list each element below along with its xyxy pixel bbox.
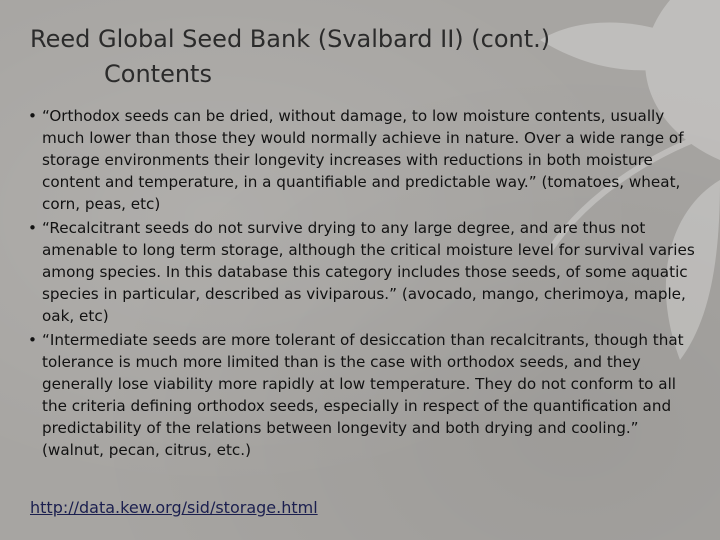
- bullet-marker: •: [28, 331, 37, 349]
- bullet-marker: •: [28, 219, 37, 237]
- bullet-text: “Recalcitrant seeds do not survive drying to any large degree, and are thus not amenable to long term storage, although the critical moisture level for survival varies among species. In this database this category includes those seeds, of some aquatic species in particular, described as viviparous.” (avocado, mango, cherimoya, maple, oak, etc): [42, 219, 695, 325]
- bullet-orthodox: [28, 105, 700, 215]
- bullet-intermediate: [28, 329, 700, 461]
- source-link[interactable]: http://data.kew.org/sid/storage.html: [30, 498, 318, 517]
- bullet-text: “Intermediate seeds are more tolerant of desiccation than recalcitrants, though that tolerance is much more limited than is the case with orthodox seeds, and they generally lose viability more rapidly at low temperature. They do not conform to all the criteria defining orthodox seeds, especially in respect of the quantification and predictability of the relations between longevity and both drying and cooling.” (walnut, pecan, citrus, etc.): [42, 331, 684, 459]
- bullet-marker: •: [28, 107, 37, 125]
- title-line-2: Contents: [104, 60, 212, 88]
- bullet-text: “Orthodox seeds can be dried, without damage, to low moisture contents, usually much lower than those they would normally achieve in nature. Over a wide range of storage environments their longevity increases with reductions in both moisture content and temperature, in a quantifiable and predictable way.” (tomatoes, wheat, corn, peas, etc): [42, 107, 684, 213]
- bullet-list: [28, 105, 700, 463]
- slide-title: [30, 22, 670, 92]
- title-line-1: Reed Global Seed Bank (Svalbard II) (cont.): [30, 25, 551, 53]
- bullet-recalcitrant: [28, 217, 700, 327]
